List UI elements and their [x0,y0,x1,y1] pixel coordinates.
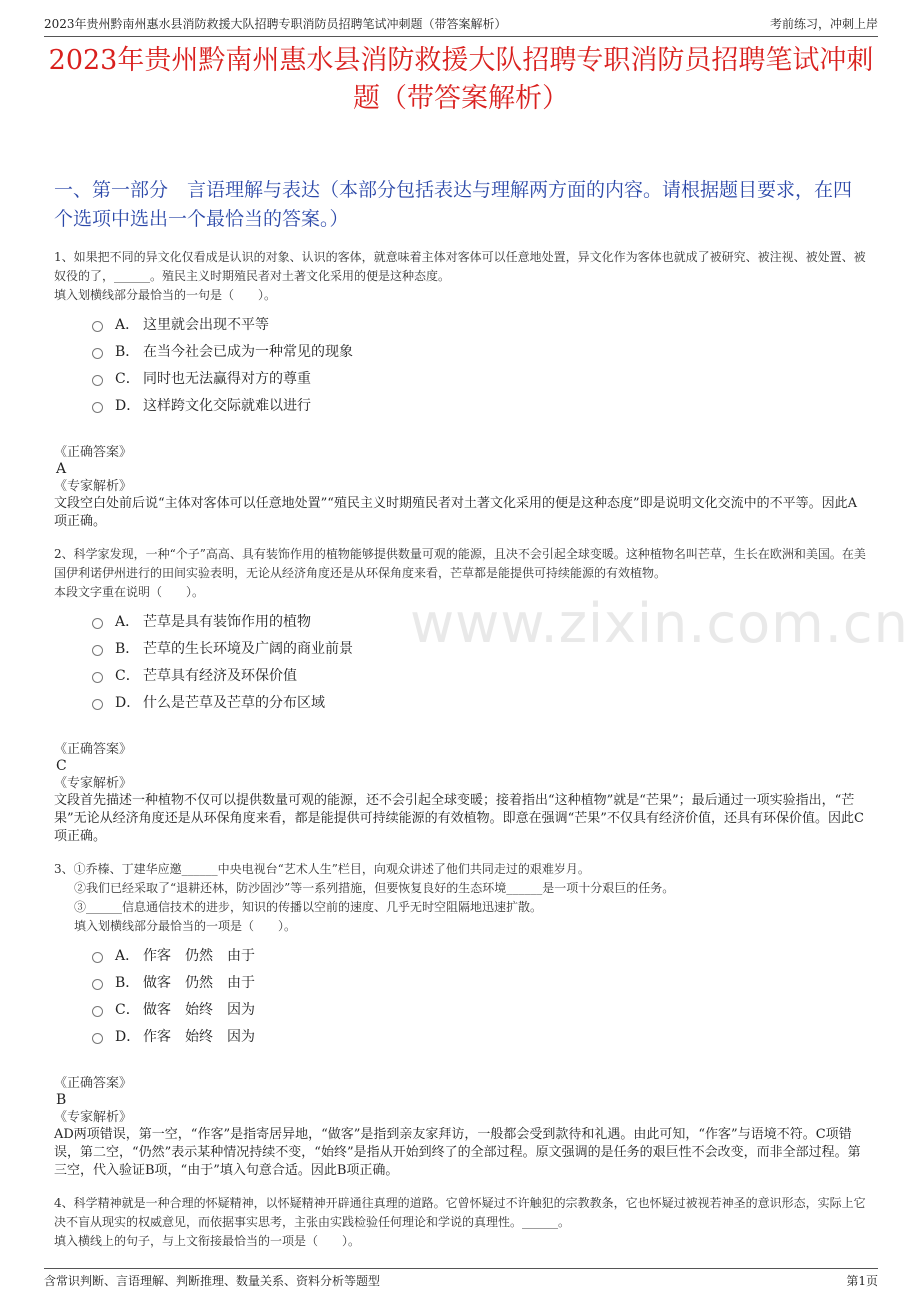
question-line: ③______信息通信技术的进步，知识的传播以空前的速度、几乎无时空阻隔地迅速扩散。 [74,900,543,914]
option-text: 这样跨文化交际就难以进行 [143,397,311,414]
question-prompt: 填入横线上的句子，与上文衔接最恰当的一项是（ ）。 [54,1234,361,1248]
option-c[interactable]: C． 同时也无法赢得对方的尊重 [92,364,866,391]
option-text: 芒草具有经济及环保价值 [143,667,297,684]
question-4 [54,1194,866,1250]
explanation-text: 文段首先描述一种植物不仅可以提供数量可观的能源，还不会引起全球变暖；接着指出“这种植物”就是“芒果”；最后通过一项实验指出，“芒果”无论从经济角度还是从环保角度来看，都是能提供可持续能源的有效植物。即意在强调“芒果”不仅具有经济价值，还具有环保价值。因此C项正确。 [54,793,864,844]
radio-icon[interactable] [92,952,103,963]
question-prompt: 填入划横线部分最恰当的一项是（ ）。 [74,919,297,933]
page-number: 第1页 [846,1274,878,1288]
option-text: 在当今社会已成为一种常见的现象 [143,343,353,360]
answer-value: B [56,1092,67,1108]
option-group [92,941,866,1049]
radio-icon[interactable] [92,321,103,332]
option-c[interactable]: C． 做客 始终 因为 [92,995,866,1022]
answer-label: 《正确答案》 [54,445,133,460]
option-text: 作客 始终 因为 [143,1028,255,1045]
question-stem: 3、①乔榛、丁建华应邀______中央电视台“艺术人生”栏目，向观众讲述了他们共同走过的艰难岁月。 [54,862,590,876]
radio-icon[interactable] [92,348,103,359]
question-list [54,248,866,1250]
answer-block [54,741,866,846]
radio-icon[interactable] [92,618,103,629]
explanation-label: 《专家解析》 [54,1110,133,1125]
answer-value: C [56,758,67,774]
option-d[interactable]: D． 作客 始终 因为 [92,1022,866,1049]
explanation-label: 《专家解析》 [54,479,133,494]
option-text: 什么是芒草及芒草的分布区域 [143,694,325,711]
radio-icon[interactable] [92,1033,103,1044]
option-group [92,607,866,715]
option-text: 做客 始终 因为 [143,1001,255,1018]
question-1 [54,248,866,531]
option-a[interactable]: A． 这里就会出现不平等 [92,310,866,337]
radio-icon[interactable] [92,979,103,990]
option-text: 做客 仍然 由于 [143,974,255,991]
option-a[interactable]: A． 作客 仍然 由于 [92,941,866,968]
radio-icon[interactable] [92,672,103,683]
option-a[interactable]: A． 芒草是具有装饰作用的植物 [92,607,866,634]
answer-value: A [56,461,67,477]
option-c[interactable]: C． 芒草具有经济及环保价值 [92,661,866,688]
section-title: 一、第一部分 言语理解与表达（本部分包括表达与理解两方面的内容。请根据题目要求，在四个选项中选出一个最恰当的答案。） [54,179,853,230]
option-b[interactable]: B． 在当今社会已成为一种常见的现象 [92,337,866,364]
question-3 [54,860,866,1180]
answer-label: 《正确答案》 [54,1076,133,1091]
document-title: 2023年贵州黔南州惠水县消防救援大队招聘专职消防员招聘笔试冲刺题（带答案解析） [48,45,874,114]
option-text: 作客 仍然 由于 [143,947,255,964]
question-stem: 2、科学家发现，一种“个子”高高、具有装饰作用的植物能够提供数量可观的能源，且决不会引起全球变暖。这种植物名叫芒草，生长在欧洲和美国。在美国伊利诺伊州进行的田间实验表明，无论从经济角度还是从环保角度来看，芒草都是能提供可持续能源的有效植物。 [54,547,866,580]
header-slogan: 考前练习，冲刺上岸 [769,17,878,31]
footer-note: 含常识判断、言语理解、判断推理、数量关系、资料分析等题型 [44,1274,381,1288]
option-text: 芒草的生长环境及广阔的商业前景 [143,640,353,657]
question-prompt: 填入划横线部分最恰当的一句是（ ）。 [54,288,277,302]
page-header [44,10,878,37]
option-b[interactable]: B． 做客 仍然 由于 [92,968,866,995]
option-d[interactable]: D． 这样跨文化交际就难以进行 [92,391,866,418]
question-line: ②我们已经采取了“退耕还林，防沙固沙”等一系列措施，但要恢复良好的生态环境______是一项十分艰巨的任务。 [74,881,675,895]
question-prompt: 本段文字重在说明（ ）。 [54,585,205,599]
option-text: 这里就会出现不平等 [143,316,269,333]
answer-block [54,444,866,531]
question-stem: 1、如果把不同的异文化仅看成是认识的对象、认识的客体，就意味着主体对客体可以任意地处置，异文化作为客体也就成了被研究、被注视、被处置、被奴役的了，______。殖民主义时期殖民者对土著文化采用的便是这种态度。 [54,250,866,283]
watermark: www.zixin.com.cn [410,592,909,655]
radio-icon[interactable] [92,699,103,710]
option-text: 同时也无法赢得对方的尊重 [143,370,311,387]
radio-icon[interactable] [92,1006,103,1017]
page-footer [44,1268,878,1289]
answer-block [54,1075,866,1180]
radio-icon[interactable] [92,375,103,386]
explanation-text: AD两项错误，第一空，“作客”是指寄居异地，“做客”是指到亲友家拜访，一般都会受到款待和礼遇。由此可知，“作客”与语境不符。C项错误，第二空，“仍然”表示某种情况持续不变，“始终”是指从开始到终了的全部过程。原文强调的是任务的艰巨性不会改变，而非全部过程。第三空，代入验证B项，“由于”填入句意合适。因此B项正确。 [54,1127,861,1178]
option-group [92,310,866,418]
radio-icon[interactable] [92,645,103,656]
question-2 [54,545,866,846]
radio-icon[interactable] [92,402,103,413]
answer-label: 《正确答案》 [54,742,133,757]
explanation-label: 《专家解析》 [54,776,133,791]
header-doc-title: 2023年贵州黔南州惠水县消防救援大队招聘专职消防员招聘笔试冲刺题（带答案解析） [44,17,507,31]
option-text: 芒草是具有装饰作用的植物 [143,613,311,630]
explanation-text: 文段空白处前后说“主体对客体可以任意地处置”“殖民主义时期殖民者对土著文化采用的便是这种态度”即是说明文化交流中的不平等。因此A项正确。 [54,496,857,529]
option-d[interactable]: D． 什么是芒草及芒草的分布区域 [92,688,866,715]
option-b[interactable]: B． 芒草的生长环境及广阔的商业前景 [92,634,866,661]
question-stem: 4、科学精神就是一种合理的怀疑精神，以怀疑精神开辟通往真理的道路。它曾怀疑过不许触犯的宗教教条，它也怀疑过被视若神圣的意识形态，实际上它决不盲从现实的权威意见，而依据事实思考，主张由实践检验任何理论和学说的真理性。______。 [54,1196,866,1229]
